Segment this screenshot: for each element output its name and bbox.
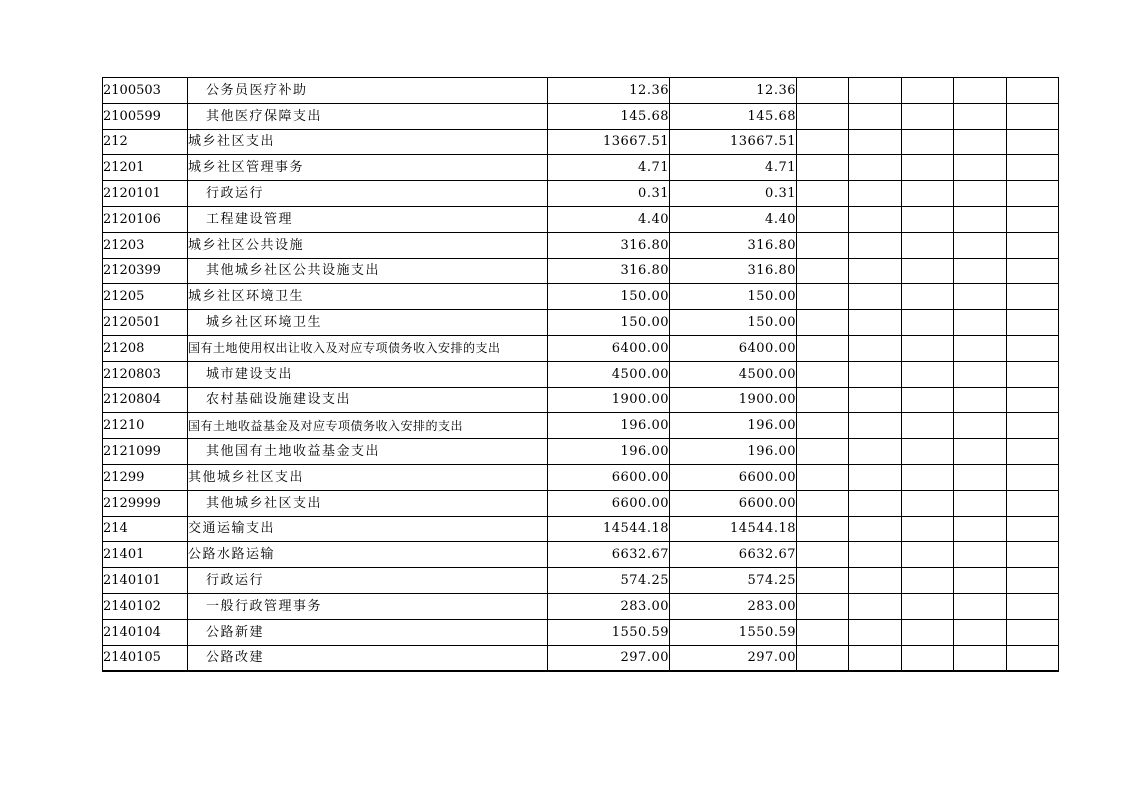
amount-fund-cell: 6600.00 — [670, 464, 797, 490]
subject-code-cell: 2140105 — [103, 645, 188, 671]
amount-total-cell: 297.00 — [548, 645, 670, 671]
amount-fund-cell: 4500.00 — [670, 361, 797, 387]
empty-cell — [1007, 593, 1059, 619]
amount-fund-cell: 316.80 — [670, 232, 797, 258]
empty-cell — [954, 387, 1007, 413]
empty-cell — [1007, 413, 1059, 439]
subject-code-cell: 2120106 — [103, 206, 188, 232]
empty-cell — [954, 568, 1007, 594]
amount-total-cell: 4500.00 — [548, 361, 670, 387]
amount-fund-cell: 6400.00 — [670, 335, 797, 361]
subject-name-cell: 工程建设管理 — [188, 206, 548, 232]
empty-cell — [849, 361, 902, 387]
empty-cell — [797, 232, 849, 258]
amount-total-cell: 12.36 — [548, 78, 670, 104]
empty-cell — [902, 645, 954, 671]
empty-cell — [954, 439, 1007, 465]
amount-total-cell: 196.00 — [548, 413, 670, 439]
empty-cell — [797, 645, 849, 671]
subject-name-cell: 公路新建 — [188, 619, 548, 645]
empty-cell — [1007, 232, 1059, 258]
subject-code-cell: 21210 — [103, 413, 188, 439]
amount-fund-cell: 6600.00 — [670, 490, 797, 516]
amount-total-cell: 4.71 — [548, 155, 670, 181]
table-row — [103, 78, 1059, 104]
empty-cell — [1007, 129, 1059, 155]
subject-name-cell: 交通运输支出 — [188, 516, 548, 542]
table-row — [103, 439, 1059, 465]
subject-name-cell: 农村基础设施建设支出 — [188, 387, 548, 413]
subject-code-cell: 21299 — [103, 464, 188, 490]
subject-code-cell: 2129999 — [103, 490, 188, 516]
amount-total-cell: 13667.51 — [548, 129, 670, 155]
empty-cell — [849, 387, 902, 413]
subject-name-cell: 其他医疗保障支出 — [188, 103, 548, 129]
empty-cell — [797, 516, 849, 542]
empty-cell — [849, 129, 902, 155]
subject-name-cell: 其他国有土地收益基金支出 — [188, 439, 548, 465]
amount-total-cell: 316.80 — [548, 258, 670, 284]
amount-fund-cell: 1550.59 — [670, 619, 797, 645]
empty-cell — [1007, 387, 1059, 413]
empty-cell — [954, 619, 1007, 645]
empty-cell — [1007, 258, 1059, 284]
empty-cell — [954, 129, 1007, 155]
empty-cell — [902, 542, 954, 568]
table-row — [103, 310, 1059, 336]
amount-total-cell: 316.80 — [548, 232, 670, 258]
amount-fund-cell: 574.25 — [670, 568, 797, 594]
empty-cell — [902, 78, 954, 104]
empty-cell — [902, 516, 954, 542]
empty-cell — [797, 413, 849, 439]
empty-cell — [1007, 181, 1059, 207]
table-row — [103, 258, 1059, 284]
empty-cell — [954, 593, 1007, 619]
subject-code-cell: 2120501 — [103, 310, 188, 336]
empty-cell — [849, 619, 902, 645]
subject-name-cell: 行政运行 — [188, 181, 548, 207]
empty-cell — [902, 155, 954, 181]
amount-total-cell: 145.68 — [548, 103, 670, 129]
subject-name-cell: 公路改建 — [188, 645, 548, 671]
subject-code-cell: 2140101 — [103, 568, 188, 594]
table-row — [103, 181, 1059, 207]
empty-cell — [849, 568, 902, 594]
empty-cell — [1007, 284, 1059, 310]
empty-cell — [849, 232, 902, 258]
empty-cell — [902, 129, 954, 155]
amount-fund-cell: 4.71 — [670, 155, 797, 181]
amount-total-cell: 150.00 — [548, 310, 670, 336]
empty-cell — [849, 310, 902, 336]
table-row — [103, 155, 1059, 181]
subject-code-cell: 21208 — [103, 335, 188, 361]
empty-cell — [797, 258, 849, 284]
empty-cell — [797, 490, 849, 516]
empty-cell — [902, 335, 954, 361]
empty-cell — [849, 645, 902, 671]
amount-total-cell: 1550.59 — [548, 619, 670, 645]
table-row — [103, 335, 1059, 361]
empty-cell — [902, 490, 954, 516]
empty-cell — [1007, 155, 1059, 181]
empty-cell — [797, 361, 849, 387]
empty-cell — [954, 232, 1007, 258]
empty-cell — [797, 155, 849, 181]
subject-code-cell: 2140104 — [103, 619, 188, 645]
amount-fund-cell: 0.31 — [670, 181, 797, 207]
empty-cell — [849, 413, 902, 439]
empty-cell — [954, 206, 1007, 232]
empty-cell — [1007, 516, 1059, 542]
empty-cell — [797, 181, 849, 207]
subject-code-cell: 2140102 — [103, 593, 188, 619]
subject-code-cell: 21401 — [103, 542, 188, 568]
amount-fund-cell: 12.36 — [670, 78, 797, 104]
empty-cell — [902, 284, 954, 310]
empty-cell — [849, 78, 902, 104]
amount-fund-cell: 196.00 — [670, 413, 797, 439]
amount-total-cell: 6632.67 — [548, 542, 670, 568]
empty-cell — [1007, 78, 1059, 104]
empty-cell — [797, 542, 849, 568]
amount-total-cell: 150.00 — [548, 284, 670, 310]
empty-cell — [849, 335, 902, 361]
empty-cell — [1007, 335, 1059, 361]
subject-name-cell: 其他城乡社区公共设施支出 — [188, 258, 548, 284]
amount-fund-cell: 196.00 — [670, 439, 797, 465]
table-row — [103, 232, 1059, 258]
empty-cell — [954, 361, 1007, 387]
empty-cell — [1007, 361, 1059, 387]
subject-name-cell: 城乡社区支出 — [188, 129, 548, 155]
empty-cell — [954, 335, 1007, 361]
subject-code-cell: 2120804 — [103, 387, 188, 413]
subject-name-cell: 城乡社区环境卫生 — [188, 284, 548, 310]
empty-cell — [849, 103, 902, 129]
subject-name-cell: 城乡社区管理事务 — [188, 155, 548, 181]
empty-cell — [902, 258, 954, 284]
amount-fund-cell: 150.00 — [670, 310, 797, 336]
empty-cell — [954, 516, 1007, 542]
empty-cell — [797, 335, 849, 361]
table-row — [103, 284, 1059, 310]
empty-cell — [849, 284, 902, 310]
empty-cell — [1007, 542, 1059, 568]
amount-total-cell: 0.31 — [548, 181, 670, 207]
amount-fund-cell: 13667.51 — [670, 129, 797, 155]
subject-name-cell: 国有土地使用权出让收入及对应专项债务收入安排的支出 — [188, 335, 548, 361]
empty-cell — [954, 413, 1007, 439]
subject-name-cell: 城乡社区环境卫生 — [188, 310, 548, 336]
subject-code-cell: 214 — [103, 516, 188, 542]
empty-cell — [797, 103, 849, 129]
subject-code-cell: 2120399 — [103, 258, 188, 284]
empty-cell — [902, 413, 954, 439]
empty-cell — [954, 181, 1007, 207]
table-body — [103, 78, 1059, 671]
empty-cell — [849, 516, 902, 542]
table-row — [103, 516, 1059, 542]
empty-cell — [797, 284, 849, 310]
empty-cell — [954, 542, 1007, 568]
subject-code-cell: 2120803 — [103, 361, 188, 387]
amount-fund-cell: 150.00 — [670, 284, 797, 310]
amount-fund-cell: 1900.00 — [670, 387, 797, 413]
subject-code-cell: 2100599 — [103, 103, 188, 129]
empty-cell — [1007, 103, 1059, 129]
empty-cell — [1007, 206, 1059, 232]
empty-cell — [954, 310, 1007, 336]
empty-cell — [954, 464, 1007, 490]
table-row — [103, 387, 1059, 413]
table-row — [103, 361, 1059, 387]
empty-cell — [902, 593, 954, 619]
table-row — [103, 103, 1059, 129]
empty-cell — [797, 387, 849, 413]
subject-name-cell: 其他城乡社区支出 — [188, 464, 548, 490]
table-row — [103, 619, 1059, 645]
subject-code-cell: 21201 — [103, 155, 188, 181]
empty-cell — [797, 568, 849, 594]
subject-code-cell: 2100503 — [103, 78, 188, 104]
empty-cell — [1007, 490, 1059, 516]
amount-fund-cell: 297.00 — [670, 645, 797, 671]
amount-fund-cell: 145.68 — [670, 103, 797, 129]
empty-cell — [797, 129, 849, 155]
empty-cell — [797, 439, 849, 465]
table-row — [103, 645, 1059, 671]
amount-total-cell: 4.40 — [548, 206, 670, 232]
empty-cell — [1007, 464, 1059, 490]
empty-cell — [797, 619, 849, 645]
empty-cell — [902, 181, 954, 207]
subject-name-cell: 城市建设支出 — [188, 361, 548, 387]
empty-cell — [1007, 619, 1059, 645]
amount-total-cell: 6600.00 — [548, 464, 670, 490]
empty-cell — [902, 232, 954, 258]
amount-fund-cell: 4.40 — [670, 206, 797, 232]
amount-total-cell: 14544.18 — [548, 516, 670, 542]
table-row — [103, 206, 1059, 232]
amount-total-cell: 6600.00 — [548, 490, 670, 516]
empty-cell — [902, 464, 954, 490]
empty-cell — [797, 206, 849, 232]
amount-total-cell: 196.00 — [548, 439, 670, 465]
empty-cell — [849, 490, 902, 516]
table-row — [103, 129, 1059, 155]
empty-cell — [954, 78, 1007, 104]
amount-total-cell: 283.00 — [548, 593, 670, 619]
amount-total-cell: 1900.00 — [548, 387, 670, 413]
amount-fund-cell: 283.00 — [670, 593, 797, 619]
empty-cell — [902, 310, 954, 336]
budget-expenditure-table — [102, 77, 1059, 672]
amount-fund-cell: 316.80 — [670, 258, 797, 284]
amount-fund-cell: 6632.67 — [670, 542, 797, 568]
subject-name-cell: 行政运行 — [188, 568, 548, 594]
table-row — [103, 568, 1059, 594]
empty-cell — [902, 619, 954, 645]
empty-cell — [954, 155, 1007, 181]
empty-cell — [797, 464, 849, 490]
subject-name-cell: 公务员医疗补助 — [188, 78, 548, 104]
empty-cell — [902, 206, 954, 232]
empty-cell — [1007, 568, 1059, 594]
table-row — [103, 490, 1059, 516]
subject-code-cell: 21205 — [103, 284, 188, 310]
empty-cell — [849, 155, 902, 181]
empty-cell — [902, 103, 954, 129]
subject-code-cell: 212 — [103, 129, 188, 155]
empty-cell — [1007, 645, 1059, 671]
empty-cell — [954, 490, 1007, 516]
empty-cell — [849, 464, 902, 490]
empty-cell — [954, 284, 1007, 310]
empty-cell — [797, 310, 849, 336]
table-row — [103, 413, 1059, 439]
empty-cell — [1007, 439, 1059, 465]
empty-cell — [954, 645, 1007, 671]
amount-fund-cell: 14544.18 — [670, 516, 797, 542]
empty-cell — [849, 542, 902, 568]
empty-cell — [849, 181, 902, 207]
empty-cell — [849, 439, 902, 465]
empty-cell — [849, 258, 902, 284]
empty-cell — [902, 361, 954, 387]
empty-cell — [954, 258, 1007, 284]
subject-code-cell: 2121099 — [103, 439, 188, 465]
table-row — [103, 542, 1059, 568]
subject-name-cell: 一般行政管理事务 — [188, 593, 548, 619]
subject-code-cell: 21203 — [103, 232, 188, 258]
empty-cell — [954, 103, 1007, 129]
empty-cell — [902, 439, 954, 465]
subject-code-cell: 2120101 — [103, 181, 188, 207]
subject-name-cell: 城乡社区公共设施 — [188, 232, 548, 258]
empty-cell — [902, 568, 954, 594]
subject-name-cell: 其他城乡社区支出 — [188, 490, 548, 516]
empty-cell — [902, 387, 954, 413]
amount-total-cell: 6400.00 — [548, 335, 670, 361]
subject-name-cell: 公路水路运输 — [188, 542, 548, 568]
empty-cell — [849, 593, 902, 619]
empty-cell — [1007, 310, 1059, 336]
subject-name-cell: 国有土地收益基金及对应专项债务收入安排的支出 — [188, 413, 548, 439]
empty-cell — [797, 593, 849, 619]
table-row — [103, 464, 1059, 490]
empty-cell — [797, 78, 849, 104]
amount-total-cell: 574.25 — [548, 568, 670, 594]
table-row — [103, 593, 1059, 619]
empty-cell — [849, 206, 902, 232]
